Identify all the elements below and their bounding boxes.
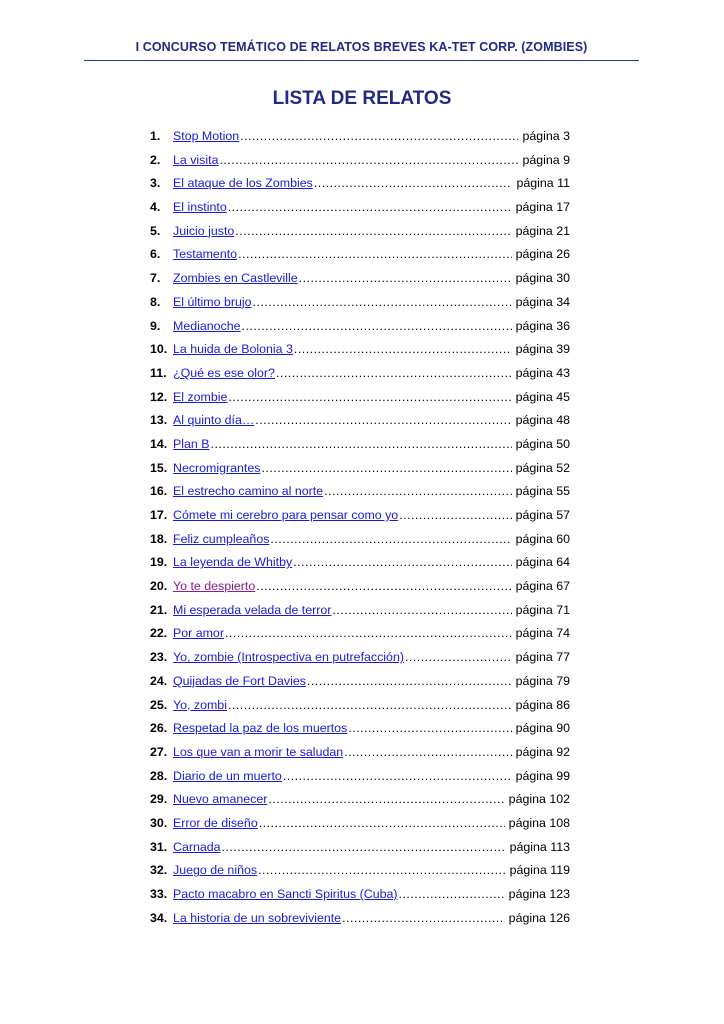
toc-entry-page: página 17 (515, 200, 570, 215)
toc-entry-page: página 26 (515, 247, 570, 262)
toc-entry-number: 8. (150, 294, 161, 309)
toc-entry-link[interactable]: Necromigrantes (173, 460, 261, 475)
dot-leader (299, 271, 512, 285)
header-divider (84, 60, 639, 61)
toc-entry (150, 816, 570, 840)
dot-leader (256, 579, 511, 593)
toc-entry (150, 911, 570, 935)
dot-leader (253, 295, 512, 309)
toc-entry-number: 30. (150, 815, 168, 830)
toc-entry-number: 3. (150, 176, 161, 191)
toc-entry-page: página 108 (508, 815, 570, 830)
toc-entry-page: página 3 (522, 129, 570, 143)
toc-entry (150, 698, 570, 722)
toc-entry (150, 745, 570, 769)
toc-entry-number: 19. (150, 555, 168, 570)
page-title: LISTA DE RELATOS (272, 88, 452, 109)
toc-entry-page: página 52 (515, 460, 570, 475)
dot-leader (293, 555, 511, 569)
toc-entry-link[interactable]: Medianoche (173, 318, 241, 333)
toc-entry-link[interactable]: Quijadas de Fort Davies (173, 673, 306, 688)
toc-entry-link[interactable]: Pacto macabro en Sancti Spiritus (Cuba) (173, 887, 398, 901)
toc-entry (150, 461, 570, 485)
dot-leader (276, 366, 512, 380)
toc-entry-page: página 123 (508, 887, 570, 901)
toc-entry-link[interactable]: El último brujo (173, 294, 252, 309)
dot-leader (307, 674, 512, 688)
toc-entry (150, 200, 570, 224)
toc-entry (150, 342, 570, 366)
toc-entry-page: página 45 (515, 389, 570, 404)
toc-entry-page: página 11 (516, 176, 570, 191)
toc-entry (150, 484, 570, 508)
toc-entry-page: página 39 (515, 342, 570, 357)
toc-entry (150, 176, 570, 200)
dot-leader (222, 840, 506, 854)
toc-entry-link[interactable]: El ataque de los Zombies (173, 176, 313, 191)
toc-entry-number: 7. (150, 271, 161, 286)
dot-leader (399, 508, 511, 522)
toc-entry-number: 5. (150, 223, 161, 238)
toc-entry-link[interactable]: Juego de niños (173, 863, 258, 878)
toc-entry-number: 4. (150, 200, 161, 215)
toc-entry-number: 33. (150, 887, 168, 901)
toc-entry-page: página 9 (522, 152, 570, 167)
toc-entry-page: página 60 (515, 531, 570, 546)
toc-entry (150, 390, 570, 414)
dot-leader (240, 129, 518, 143)
toc-entry-number: 28. (150, 768, 168, 783)
dot-leader (261, 461, 511, 475)
toc-entry (150, 792, 570, 816)
toc-entry (150, 437, 570, 461)
toc-entry-page: página 99 (515, 768, 570, 783)
toc-entry (150, 769, 570, 793)
toc-entry-number: 22. (150, 626, 168, 641)
toc-entry (150, 863, 570, 887)
toc-entry-number: 16. (150, 484, 168, 499)
toc-entry-page: página 90 (515, 721, 570, 736)
dot-leader (259, 816, 505, 830)
toc-entry-link[interactable]: El instinto (173, 200, 227, 215)
toc-entry (150, 129, 570, 153)
dot-leader (242, 319, 512, 333)
table-of-contents (150, 129, 570, 934)
toc-entry-link[interactable]: Feliz cumpleaños (173, 531, 270, 546)
toc-entry-page: página 67 (515, 579, 570, 594)
dot-leader (235, 224, 511, 238)
toc-entry (150, 626, 570, 650)
toc-entry (150, 508, 570, 532)
toc-entry (150, 295, 570, 319)
toc-entry-link[interactable]: Por amor (173, 626, 224, 641)
toc-entry-link[interactable]: Carnada (173, 839, 221, 854)
dot-leader (405, 650, 512, 664)
document-header: I CONCURSO TEMÁTICO DE RELATOS BREVES KA-TET CORP. (ZOMBIES) (135, 40, 588, 54)
dot-leader (219, 153, 518, 167)
dot-leader (225, 626, 512, 640)
toc-entry-page: página 79 (515, 673, 570, 688)
toc-entry-link[interactable]: Los que van a morir te saludan (173, 744, 344, 759)
dot-leader (342, 911, 505, 925)
toc-entry (150, 413, 570, 437)
toc-entry-link[interactable]: Plan B (173, 436, 210, 451)
toc-entry-link[interactable]: Zombies en Castleville (173, 271, 298, 286)
toc-entry-link[interactable]: El zombie (173, 389, 228, 404)
toc-entry-number: 24. (150, 673, 168, 688)
toc-entry-page: página 92 (515, 744, 570, 759)
dot-leader (283, 769, 512, 783)
dot-leader (314, 176, 513, 190)
dot-leader (344, 745, 511, 759)
toc-entry-number: 17. (150, 508, 168, 522)
toc-entry-number: 1. (150, 129, 161, 143)
toc-entry-page: página 50 (515, 436, 570, 451)
toc-entry (150, 603, 570, 627)
toc-entry-page: página 55 (515, 484, 570, 499)
dot-leader (348, 721, 511, 735)
dot-leader (228, 200, 512, 214)
toc-entry-link[interactable]: Cómete mi cerebro para pensar como yo (173, 508, 399, 522)
toc-entry-page: página 126 (508, 910, 570, 925)
toc-entry-number: 34. (150, 910, 168, 925)
toc-entry-link[interactable]: Testamento (173, 247, 238, 262)
toc-entry-link[interactable]: Diario de un muerto (173, 768, 282, 783)
toc-entry (150, 366, 570, 390)
toc-entry-page: página 30 (515, 271, 570, 286)
toc-entry-link[interactable]: Yo te despierto (173, 579, 256, 594)
toc-entry-link[interactable]: Yo, zombi (173, 697, 227, 712)
toc-entry-link[interactable]: Nuevo amanecer (173, 792, 268, 807)
toc-entry (150, 532, 570, 556)
toc-entry-page: página 119 (509, 863, 570, 878)
toc-entry-link[interactable]: La visita (173, 152, 219, 167)
toc-entry-number: 29. (150, 792, 168, 807)
toc-entry-link[interactable]: ¿Qué es ese olor? (173, 365, 275, 380)
toc-entry (150, 271, 570, 295)
toc-entry-link[interactable]: Yo, zombie (Introspectiva en putrefacción) (173, 650, 404, 665)
toc-entry-number: 18. (150, 531, 168, 546)
toc-entry-number: 13. (150, 413, 168, 428)
dot-leader (399, 887, 505, 901)
toc-entry-number: 2. (150, 152, 161, 167)
toc-entry-number: 25. (150, 697, 168, 712)
toc-entry-page: página 43 (515, 365, 570, 380)
toc-entry (150, 555, 570, 579)
toc-entry-number: 9. (150, 318, 161, 333)
toc-entry-page: página 34 (515, 294, 570, 309)
toc-entry-page: página 57 (515, 508, 570, 522)
toc-entry-number: 27. (150, 744, 168, 759)
dot-leader (270, 532, 511, 546)
toc-entry (150, 153, 570, 177)
toc-entry-page: página 102 (508, 792, 570, 807)
toc-entry-page: página 113 (509, 839, 570, 854)
toc-entry-link[interactable]: El estrecho camino al norte (173, 484, 324, 499)
toc-entry-page: página 36 (515, 318, 570, 333)
toc-entry-link[interactable]: Juicio justo (173, 223, 235, 238)
toc-entry-page: página 77 (515, 650, 570, 665)
dot-leader (324, 484, 511, 498)
toc-entry (150, 650, 570, 674)
dot-leader (228, 698, 512, 712)
dot-leader (294, 342, 512, 356)
toc-entry-number: 20. (150, 579, 168, 594)
toc-entry-link[interactable]: Respetad la paz de los muertos (173, 721, 348, 736)
toc-entry (150, 247, 570, 271)
toc-entry-page: página 64 (515, 555, 570, 570)
dot-leader (238, 247, 512, 261)
toc-entry-link[interactable]: Mi esperada velada de terror (173, 602, 332, 617)
toc-entry (150, 887, 570, 911)
toc-entry (150, 674, 570, 698)
toc-entry-number: 12. (150, 389, 168, 404)
toc-entry-number: 32. (150, 863, 168, 878)
toc-entry-page: página 71 (515, 602, 570, 617)
toc-entry-link[interactable]: Stop Motion (173, 129, 240, 143)
toc-entry-number: 26. (150, 721, 168, 736)
toc-entry-number: 21. (150, 602, 168, 617)
toc-entry-link[interactable]: La leyenda de Whitby (173, 555, 293, 570)
toc-entry-page: página 21 (515, 223, 570, 238)
toc-entry (150, 319, 570, 343)
dot-leader (258, 863, 506, 877)
toc-entry (150, 840, 570, 864)
toc-entry-link[interactable]: Error de diseño (173, 815, 258, 830)
toc-entry (150, 579, 570, 603)
toc-entry-number: 11. (150, 365, 167, 380)
dot-leader (255, 413, 511, 427)
toc-entry-number: 23. (150, 650, 168, 665)
toc-entry-number: 31. (150, 839, 168, 854)
dot-leader (228, 390, 511, 404)
dot-leader (268, 792, 504, 806)
dot-leader (332, 603, 511, 617)
toc-entry-page: página 86 (515, 697, 570, 712)
toc-entry-link[interactable]: Al quinto día… (173, 413, 255, 428)
dot-leader (211, 437, 512, 451)
toc-entry-number: 14. (150, 436, 168, 451)
toc-entry-number: 6. (150, 247, 161, 262)
toc-entry-link[interactable]: La huida de Bolonia 3 (173, 342, 293, 357)
toc-entry-link[interactable]: La historia de un sobreviviente (173, 910, 342, 925)
toc-entry (150, 224, 570, 248)
toc-entry-page: página 74 (515, 626, 570, 641)
toc-entry (150, 721, 570, 745)
toc-entry-page: página 48 (515, 413, 570, 428)
toc-entry-number: 10. (150, 342, 168, 357)
toc-entry-number: 15. (150, 460, 168, 475)
